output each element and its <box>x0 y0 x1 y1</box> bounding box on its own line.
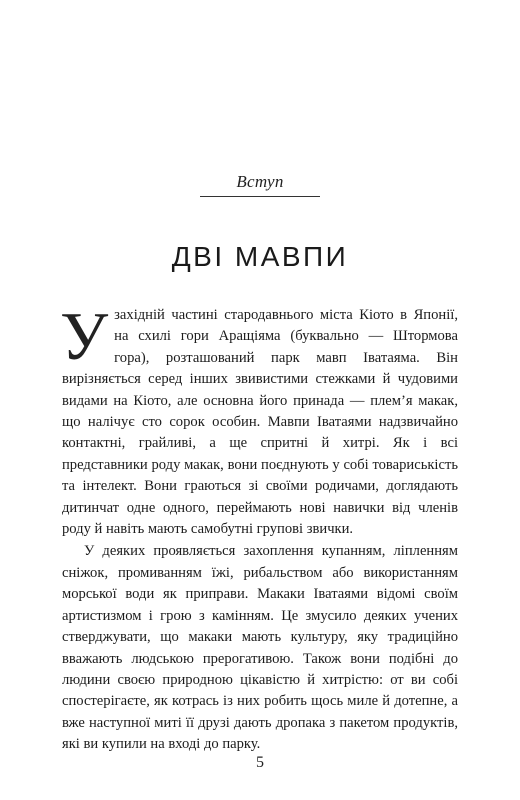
body-text <box>60 298 458 756</box>
section-label: Вступ <box>236 172 284 191</box>
paragraph-text: західній частині стародавнього міста Кіото в Японії, на схилі гори Аращіяма (буквально — Штормова гора), розташований парк мавп Іватаяма. Він вирізняється серед інших звивистими стежками й чудовими видами на Кіото, але основна його принада — плем’я макак, що налічує сто сорок особин. Мавпи Іватаями надзвичайно контактні, грайливі, а ще спритні й хитрі. Як і всі представники роду макак, вони поєднують у собі товариськість та інтелект. Вони граються зі своїми родичами, доглядають дитинчат одне одного, переймають нові навички від членів роду й навіть мають самобутні групові звички. <box>62 307 458 538</box>
paragraph-text: У деяких проявляється захоплення купанням, ліпленням сніжок, промиванням їжі, рибальством або використанням морської води як приправи. Макаки Іватаями відомі своїм артистизмом і грою з камінням. Це змусило деяких учених стверджувати, що макаки мають культуру, яку традиційно вважають людською прерогативою. Також вони подібні до людини своєю природною цікавістю й хитрістю: от ви собі спостерігаєте, як котрась із них робить щось миле й дотепне, а вже наступної миті її друзі дають дропака з пакетом продуктів, які ви купили на вході до парку. <box>62 543 458 753</box>
drop-cap: У <box>60 298 109 374</box>
chapter-title: ДВІ МАВПИ <box>171 240 349 272</box>
page-number: 5 <box>256 754 264 771</box>
paragraph <box>60 298 458 540</box>
section-divider <box>200 196 320 197</box>
paragraph <box>62 541 458 755</box>
